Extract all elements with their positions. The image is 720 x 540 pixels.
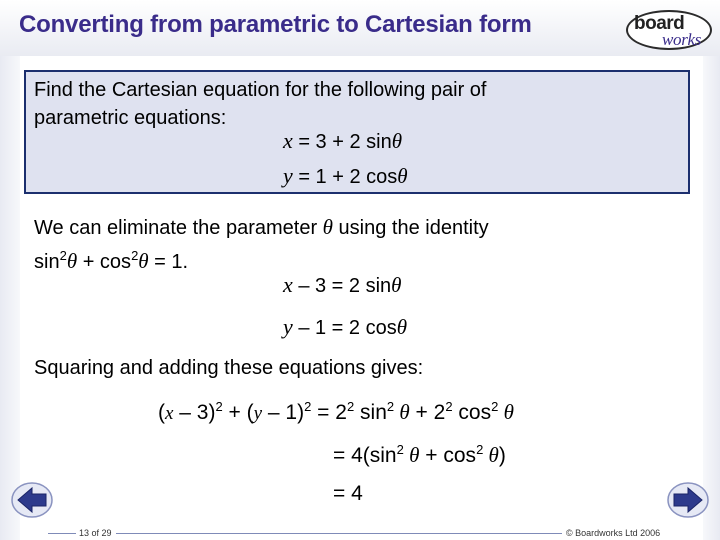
parametric-equation-x [283, 128, 402, 154]
math-part: + ( [222, 401, 254, 424]
superscript: 2 [59, 248, 67, 263]
theta-symbol: θ [391, 129, 403, 153]
question-line-2: parametric equations: [34, 107, 227, 129]
superscript: 2 [346, 399, 355, 414]
math-part: = 4(sin [333, 444, 397, 467]
squaring-text: Squaring and adding these equations gives: [34, 357, 424, 379]
rearranged-equation-y [283, 314, 407, 340]
logo-text-board: board [634, 13, 685, 34]
theta-symbol: θ [498, 400, 514, 424]
equation-body: – 3 = 2 sin [292, 275, 392, 297]
theta-symbol: θ [138, 249, 149, 273]
squared-equation-line-1 [158, 399, 514, 425]
theta-symbol: θ [66, 249, 78, 273]
identity-sin: sin [34, 251, 60, 273]
superscript: 2 [445, 399, 453, 414]
theta-symbol: θ [394, 400, 410, 424]
superscript: 2 [491, 399, 499, 414]
variable-x: x [283, 272, 293, 297]
equation-y-body: = 1 + 2 cos [292, 166, 398, 188]
forward-arrow-icon [666, 480, 710, 520]
squared-equation-line-3: = 4 [333, 482, 363, 505]
theta-symbol: θ [322, 215, 333, 239]
copyright: © Boardworks Ltd 2006 [566, 528, 661, 538]
equation-body: – 1 = 2 cos [292, 317, 397, 339]
math-part: – 3) [173, 401, 216, 424]
parametric-equation-y [283, 163, 408, 189]
right-side-bar [703, 56, 720, 540]
theta-symbol: θ [397, 164, 408, 188]
back-arrow-icon [10, 480, 54, 520]
identity-line [34, 242, 188, 276]
superscript: 2 [304, 399, 312, 414]
math-part: – 1) [262, 401, 305, 424]
equation-x-body: = 3 + 2 sin [292, 131, 392, 153]
boardworks-logo [626, 8, 716, 54]
identity-cos: + cos [77, 251, 132, 273]
explanation-line-1 [34, 213, 489, 242]
math-part: + cos [419, 444, 477, 467]
math-part: + 2 [409, 401, 446, 424]
variable-y: y [283, 314, 293, 339]
forward-button[interactable] [666, 480, 710, 520]
math-part: ( [158, 401, 165, 424]
question-line-1: Find the Cartesian equation for the following pair of [34, 79, 487, 101]
superscript: 2 [131, 248, 139, 263]
math-part: ) [498, 444, 506, 467]
explanation-text-b: using the identity [333, 217, 489, 239]
theta-symbol: θ [396, 315, 408, 339]
superscript: 2 [396, 442, 404, 457]
superscript: 2 [215, 399, 223, 414]
superscript: 2 [386, 399, 395, 414]
slide-title: Converting from parametric to Cartesian form [19, 11, 532, 38]
squared-equation-line-2 [333, 442, 506, 468]
math-part: = 2 [311, 401, 347, 424]
theta-symbol: θ [403, 443, 420, 467]
identity-equals: = 1. [148, 251, 189, 273]
logo-text-works: works [662, 30, 702, 49]
back-button[interactable] [10, 480, 54, 520]
theta-symbol: θ [483, 443, 499, 467]
variable-y: y [253, 403, 263, 424]
theta-symbol: θ [391, 273, 402, 297]
footer-line-middle [116, 533, 562, 534]
variable-x: x [165, 403, 174, 424]
variable-y: y [283, 163, 293, 188]
math-part: sin [354, 401, 387, 424]
variable-x: x [283, 128, 293, 153]
superscript: 2 [476, 442, 484, 457]
left-side-bar [0, 56, 20, 540]
math-part: cos [452, 401, 492, 424]
rearranged-equation-x [283, 272, 402, 298]
footer-line-left [48, 533, 76, 534]
page-number: 13 of 29 [79, 528, 112, 538]
explanation-text-a: We can eliminate the parameter [34, 217, 323, 239]
